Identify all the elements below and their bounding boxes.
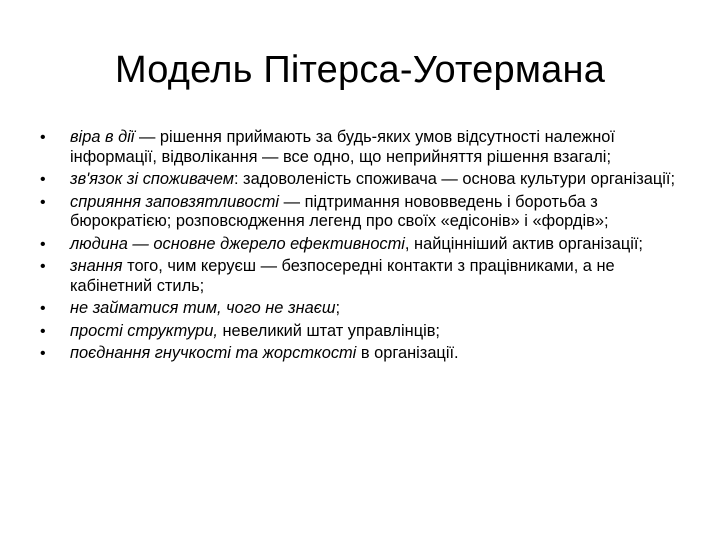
list-item — [34, 193, 684, 232]
bullet-icon: • — [40, 129, 46, 146]
bullet-icon: • — [40, 300, 46, 317]
bullet-text: — рішення приймають за будь-яких умов відсутності належної інформації, відволікання — все одно, що неприйняття рішення взагалі; — [70, 128, 615, 166]
list-item — [34, 322, 684, 342]
bullet-icon: • — [40, 235, 46, 253]
bullet-text: — підтримання нововведень і боротьба з бюрократією; розповсюдження легенд про своїх «едісонів» і «фордів»; — [70, 192, 609, 230]
bullet-icon: • — [40, 322, 46, 340]
bullet-text: невеликий штат управлінців; — [217, 321, 440, 340]
bullet-list — [34, 128, 684, 367]
bullet-text: : задоволеність споживача — основа культури організації; — [233, 170, 676, 188]
list-item — [34, 170, 684, 190]
bullet-icon: • — [40, 193, 46, 211]
bullet-icon: • — [40, 258, 46, 275]
slide-title: Модель Пітерса-Уотермана — [114, 49, 606, 91]
bullet-italic-text: людина — основне джерело ефективності — [70, 234, 405, 253]
bullet-icon: • — [40, 171, 46, 188]
bullet-icon: • — [40, 345, 46, 362]
list-item — [34, 128, 684, 167]
bullet-text: того, чим керуєш — безпосередні контакти з працівниками, а не кабінетний стиль; — [70, 257, 615, 295]
list-item — [34, 257, 684, 296]
list-item — [34, 344, 684, 364]
bullet-italic-text: знання — [70, 257, 123, 275]
bullet-text: ; — [335, 299, 340, 317]
bullet-italic-text: прості структури, — [70, 321, 218, 340]
bullet-italic-text: сприяння заповзятливості — [70, 192, 280, 211]
bullet-italic-text: зв'язок зі споживачем — [70, 170, 234, 188]
bullet-text: , найцінніший актив організації; — [404, 234, 643, 253]
bullet-italic-text: віра в дії — [70, 128, 135, 146]
list-item — [34, 235, 684, 255]
bullet-italic-text: поєднання гнучкості та жорсткості — [70, 344, 357, 362]
bullet-italic-text: не займатися тим, чого не знаєш — [70, 299, 336, 317]
list-item — [34, 299, 684, 319]
bullet-text: в організації. — [356, 344, 459, 362]
